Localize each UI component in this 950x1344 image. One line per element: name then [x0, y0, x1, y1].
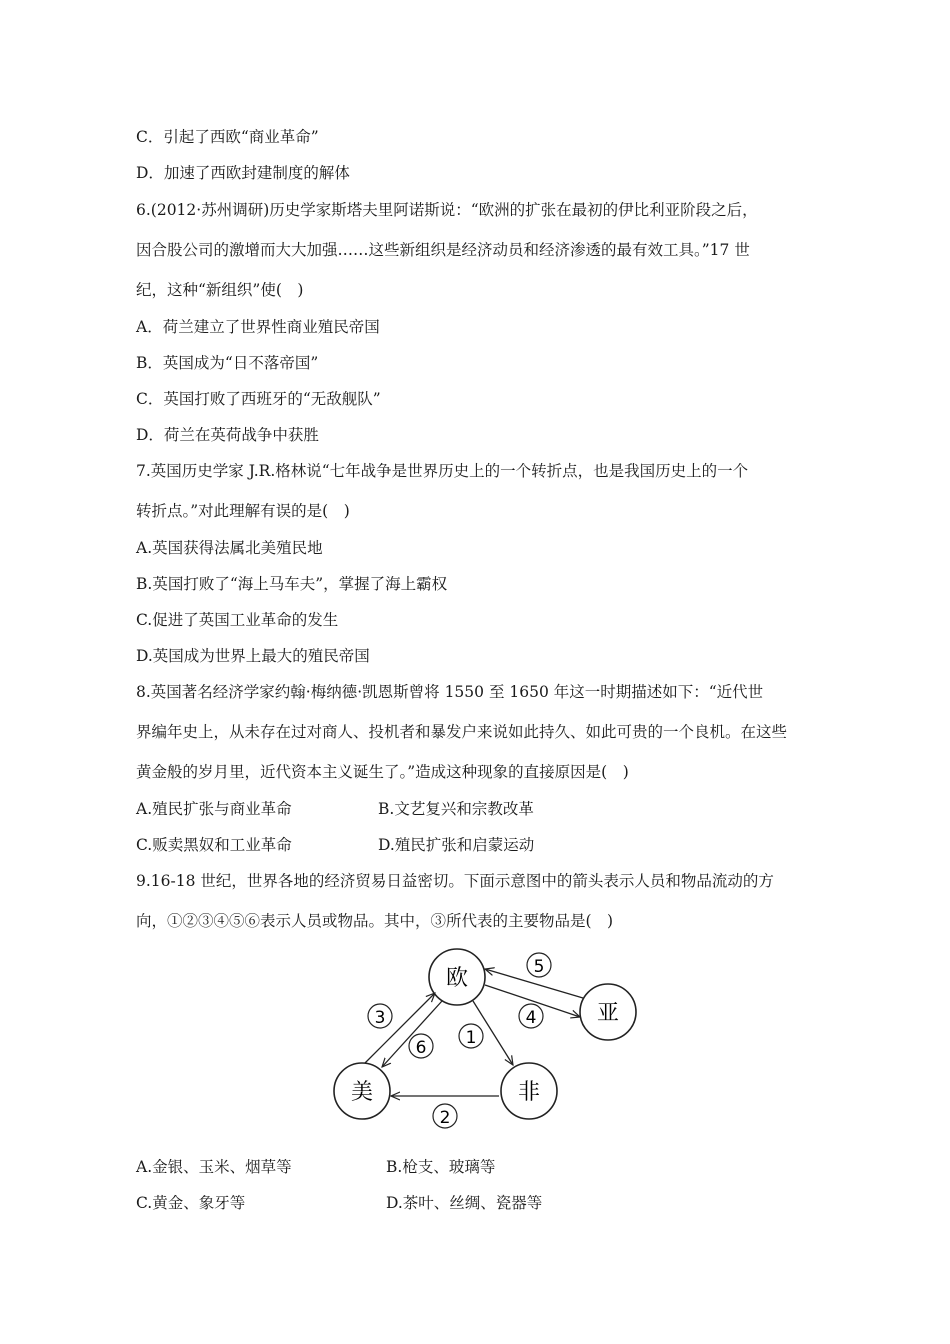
svg-text:非: 非	[517, 1080, 541, 1105]
label-4	[519, 1004, 543, 1028]
node-europe	[429, 949, 485, 1005]
svg-text:6: 6	[415, 1038, 427, 1058]
q8-stem-line-3: 黄金般的岁月里，近代资本主义诞生了。”造成这种现象的直接原因是( )	[136, 763, 629, 781]
q8-option-b: B.文艺复兴和宗教改革	[378, 800, 534, 818]
q9-option-a: A.金银、玉米、烟草等	[136, 1158, 292, 1176]
q8-option-a: A.殖民扩张与商业革命	[136, 800, 292, 818]
q7-option-b: B.英国打败了“海上马车夫”，掌握了海上霸权	[136, 575, 448, 593]
svg-text:4: 4	[525, 1008, 537, 1028]
svg-text:3: 3	[374, 1008, 386, 1028]
q7-option-c: C.促进了英国工业革命的发生	[136, 611, 339, 629]
node-asia	[580, 984, 636, 1040]
svg-text:亚: 亚	[596, 1001, 620, 1026]
q7-stem-line-1: 7.英国历史学家 J.R.格林说“七年战争是世界历史上的一个转折点，也是我国历史上的一个	[136, 462, 749, 480]
q8-option-d: D.殖民扩张和启蒙运动	[378, 836, 535, 854]
svg-text:美: 美	[350, 1080, 374, 1105]
q6-stem-line-1: 6.(2012·苏州调研)历史学家斯塔夫里阿诺斯说：“欧洲的扩张在最初的伊比利亚阶段之后，	[136, 201, 758, 219]
q9-option-c: C.黄金、象牙等	[136, 1194, 246, 1212]
q8-option-c: C.贩卖黑奴和工业革命	[136, 836, 292, 854]
q9-option-b: B.枪支、玻璃等	[386, 1158, 496, 1176]
q5-option-d: D．加速了西欧封建制度的解体	[136, 164, 350, 182]
q7-stem-line-2: 转折点。”对此理解有误的是( )	[136, 502, 350, 520]
label-6	[409, 1034, 433, 1058]
q5-option-c: C．引起了西欧“商业革命”	[136, 128, 319, 146]
label-2	[433, 1104, 457, 1128]
trade-flow-diagram	[325, 943, 645, 1143]
q9-stem-line-2: 向，①②③④⑤⑥表示人员或物品。其中，③所代表的主要物品是( )	[136, 912, 614, 930]
label-1	[459, 1024, 483, 1048]
q6-option-d: D．荷兰在英荷战争中获胜	[136, 426, 319, 444]
svg-text:2: 2	[439, 1108, 451, 1128]
node-africa	[501, 1063, 557, 1119]
q7-option-a: A.英国获得法属北美殖民地	[136, 539, 323, 557]
label-3	[368, 1004, 392, 1028]
q8-stem-line-2: 界编年史上，从未存在过对商人、投机者和暴发户来说如此持久、如此可贵的一个良机。在这些	[136, 723, 788, 741]
label-5	[527, 953, 551, 977]
q8-stem-line-1: 8.英国著名经济学家约翰·梅纳德·凯恩斯曾将 1550 至 1650 年这一时期描述如下：“近代世	[136, 683, 764, 701]
q9-option-d: D.茶叶、丝绸、瓷器等	[386, 1194, 543, 1212]
svg-text:欧: 欧	[445, 966, 469, 991]
q6-option-a: A．荷兰建立了世界性商业殖民帝国	[136, 318, 380, 336]
q9-stem-line-1: 9.16-18 世纪，世界各地的经济贸易日益密切。下面示意图中的箭头表示人员和物品流动的方	[136, 872, 774, 890]
q6-stem-line-3: 纪，这种“新组织”使( )	[136, 281, 304, 299]
svg-text:1: 1	[465, 1028, 477, 1048]
q7-option-d: D.英国成为世界上最大的殖民帝国	[136, 647, 370, 665]
q6-option-b: B．英国成为“日不落帝国”	[136, 354, 319, 372]
q6-option-c: C．英国打败了西班牙的“无敌舰队”	[136, 390, 381, 408]
node-america	[334, 1063, 390, 1119]
q6-stem-line-2: 因合股公司的激增而大大加强……这些新组织是经济动员和经济渗透的最有效工具。”17 世	[136, 241, 750, 259]
svg-text:5: 5	[533, 957, 545, 977]
